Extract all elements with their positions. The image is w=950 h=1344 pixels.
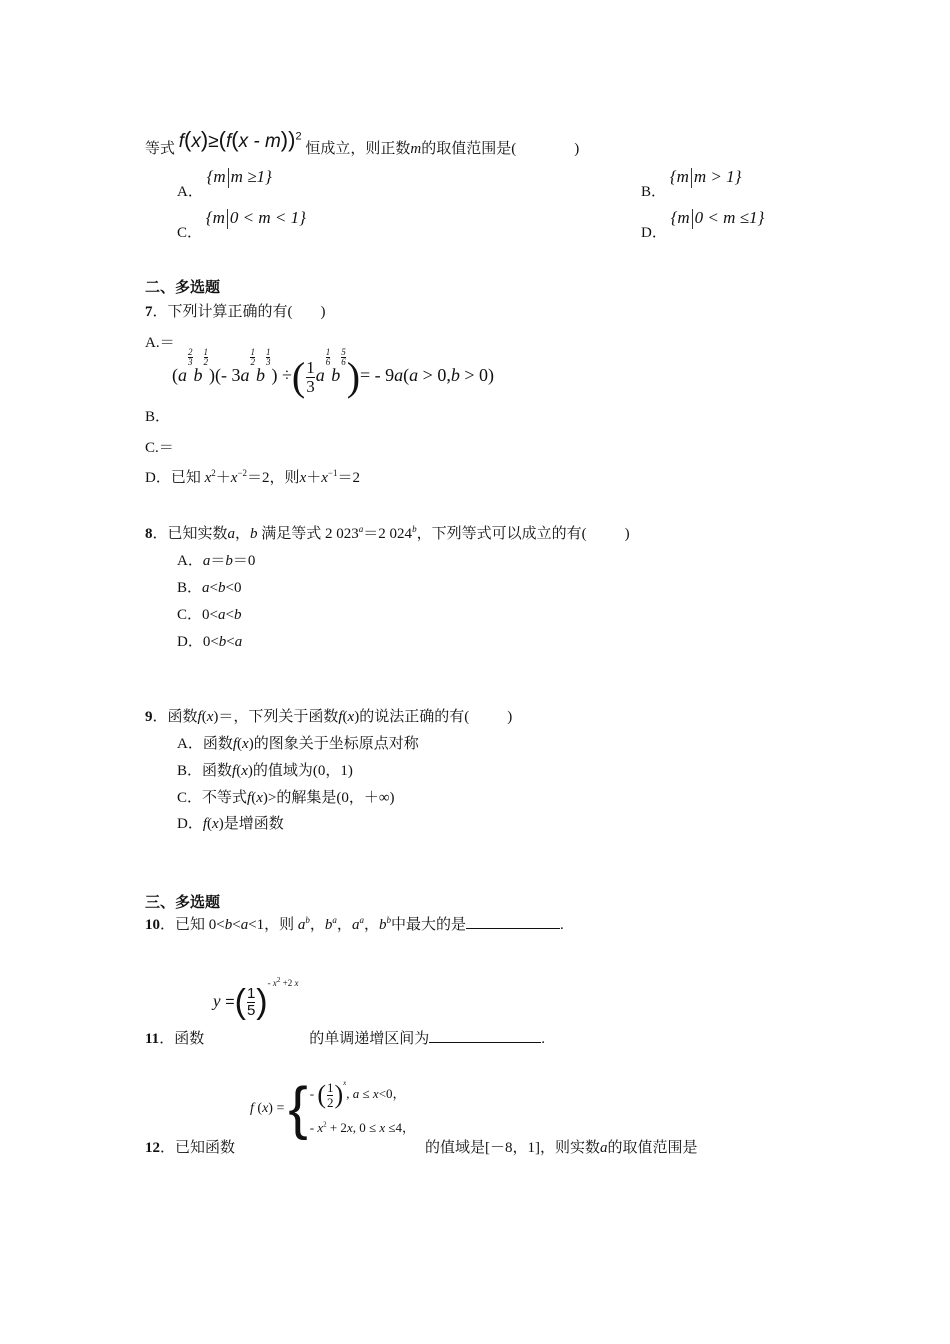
q7-option-d (145, 466, 360, 487)
q11-stem-end: . (541, 1031, 545, 1047)
q7-option-c: C.＝ (145, 440, 174, 456)
q8-stem-1: ．已知实数 (152, 526, 228, 542)
q6-option-b (641, 166, 742, 200)
q6-stem-close: ) (574, 141, 580, 157)
q12-number: 12 (145, 1140, 160, 1156)
q11-answer-blank[interactable] (429, 1030, 541, 1043)
q7-option-a: A.＝ (145, 335, 175, 351)
q6-option-a (177, 166, 272, 200)
q9-option-b-label: B．函数 (177, 763, 233, 779)
q6-option-c (177, 207, 306, 241)
q9-option-d-label: D． (177, 816, 203, 832)
q9-stem-3: 的说法正确的有( (359, 709, 470, 725)
q6-stem (145, 127, 580, 159)
q6-var-m: m (410, 141, 422, 157)
q9-option-c: C．不等式f(x)>的解集是(0，＋∞) (177, 790, 395, 806)
q11-stem-2: 的单调递增区间为 (309, 1031, 430, 1047)
q8-number: 8 (145, 526, 153, 542)
q8-option-a: A．a＝b＝0 (177, 553, 256, 569)
q9-option-a: A．函数f(x)的图象关于坐标原点对称 (177, 736, 419, 752)
q7-stem-close: ) (320, 304, 326, 320)
q6-stem-end: 的取值范围是( (421, 141, 517, 157)
q9-stem: 9．函数f(x)＝，下列关于函数f(x)的说法正确的有( ) (145, 709, 513, 725)
q6-option-d-label: D． (641, 225, 667, 241)
q9-option-b-tail: 的值域为(0，1) (252, 763, 353, 779)
q10-stem-2: < (232, 917, 241, 933)
q12-stem-3: 的取值范围是 (607, 1140, 698, 1156)
q12-var-a: a (600, 1140, 608, 1156)
q7-option-b-label: B． (145, 409, 171, 425)
q6-option-b-label: B． (641, 184, 667, 200)
section-2-title: 二、多选题 (145, 280, 221, 296)
q7-option-d-mid: ，则 (269, 470, 300, 486)
q7-stem-text: ．下列计算正确的有( (152, 304, 293, 320)
q7-stem (145, 300, 326, 321)
q12-formula: f (x) = { - ( $\frac{1}{2}$ )$^x$, a ≤ x<0， - $x^2 + 2x$, 0 ≤ x ≤4， (250, 1076, 416, 1141)
q8-eq: 2 $023^a=2$ 024$^b$ (321, 524, 417, 542)
q10-stem-3: <1，则 (248, 917, 295, 933)
q9-option-d-tail: 是增函数 (223, 816, 284, 832)
q11-formula: y =( $\frac{1}{5}$ )$^{- x^2 +2 x}$ (213, 976, 299, 1021)
q8-option-b: B．a<b<0 (177, 580, 242, 596)
q9-option-a-tail: 的图象关于坐标原点对称 (253, 736, 419, 752)
q9-number: 9 (145, 709, 153, 725)
q6-option-b-set: {m m > 1} (670, 167, 742, 186)
q9-option-c-label: C．不等式 (177, 790, 248, 806)
q8-stem-close: ) (624, 526, 630, 542)
q9-stem-close: ) (507, 709, 513, 725)
q6-option-d-set: {m 0 < m ≤1} (671, 208, 765, 227)
q8-stem-2: 满足等式 (261, 526, 322, 542)
q12-stem (145, 1136, 698, 1157)
q7-option-d-prefix: D．已知 (145, 470, 201, 486)
q8-stem: 8．已知实数a，b 满足等式 2 $023^a=2$ 024$^b$，下列等式可以成立的有( ) (145, 524, 630, 542)
q10-stem-4: 中最大的是 (390, 917, 466, 933)
q9-option-a-label: A．函数 (177, 736, 233, 752)
q10-stem-end: . (559, 917, 564, 933)
q8-option-d: D．0<b<a (177, 634, 243, 650)
q7-option-d-formula2: $x+x^{-1}=2$ (299, 468, 361, 486)
q6-option-a-label: A． (177, 184, 203, 200)
q6-option-a-set: {m m ≥1} (207, 167, 272, 186)
q9-stem-2: ＝，下列关于函数 (218, 709, 339, 725)
q8-stem-3: ，下列等式可以成立的有( (416, 526, 587, 542)
q6-stem-suffix: 恒成立，则正数 (305, 141, 411, 157)
q10-answer-blank[interactable] (466, 916, 560, 929)
q12-stem-2: 的值域是[－8，1]，则实数 (425, 1140, 601, 1156)
q9-option-c-tail: >的解集是(0，＋∞) (267, 790, 395, 806)
q6-option-c-label: C． (177, 225, 203, 241)
q7-number: 7 (145, 304, 153, 320)
q10-stem: 10．已知 0<b<a<1，则 $a^b$，$b^a$，$a^a$，$b^b$中最大的是 . (145, 915, 564, 933)
q10-stem-1: ．已知 0< (160, 917, 225, 933)
q10-number: 10 (145, 917, 160, 933)
q6-option-d (641, 207, 765, 241)
q12-stem-1: ．已知函数 (160, 1140, 236, 1156)
section-3-title: 三、多选题 (145, 895, 221, 911)
q6-option-c-set: {m 0 < m < 1} (206, 208, 306, 227)
q9-stem-1: ．函数 (152, 709, 198, 725)
q6-formula: f(x)≥(f(x - m))$^2$ (178, 127, 302, 152)
q7-option-b-formula: (a $\frac{2}{3}$ b $\frac{1}{2}$ )(- 3a $\frac{1}{2}$ b $\frac{1}{3}$ ) ÷( $\frac{1}{3}$ a $\frac{1}{6}$ b $\frac{5}{6}$ )= - 9a(a > 0,b > 0) (172, 347, 494, 399)
q7-option-d-formula1: $x^2+x^{-2}=2$ (204, 468, 270, 486)
q6-stem-prefix: 等式 (145, 141, 176, 157)
q11-stem (145, 1027, 545, 1048)
q9-option-d: D．f(x)是增函数 (177, 816, 284, 832)
q9-option-b: B．函数f(x)的值域为(0，1) (177, 763, 353, 779)
q11-number: 11 (145, 1031, 160, 1047)
q11-stem-1: ．函数 (159, 1031, 205, 1047)
q8-option-c: C．0<a<b (177, 607, 242, 623)
